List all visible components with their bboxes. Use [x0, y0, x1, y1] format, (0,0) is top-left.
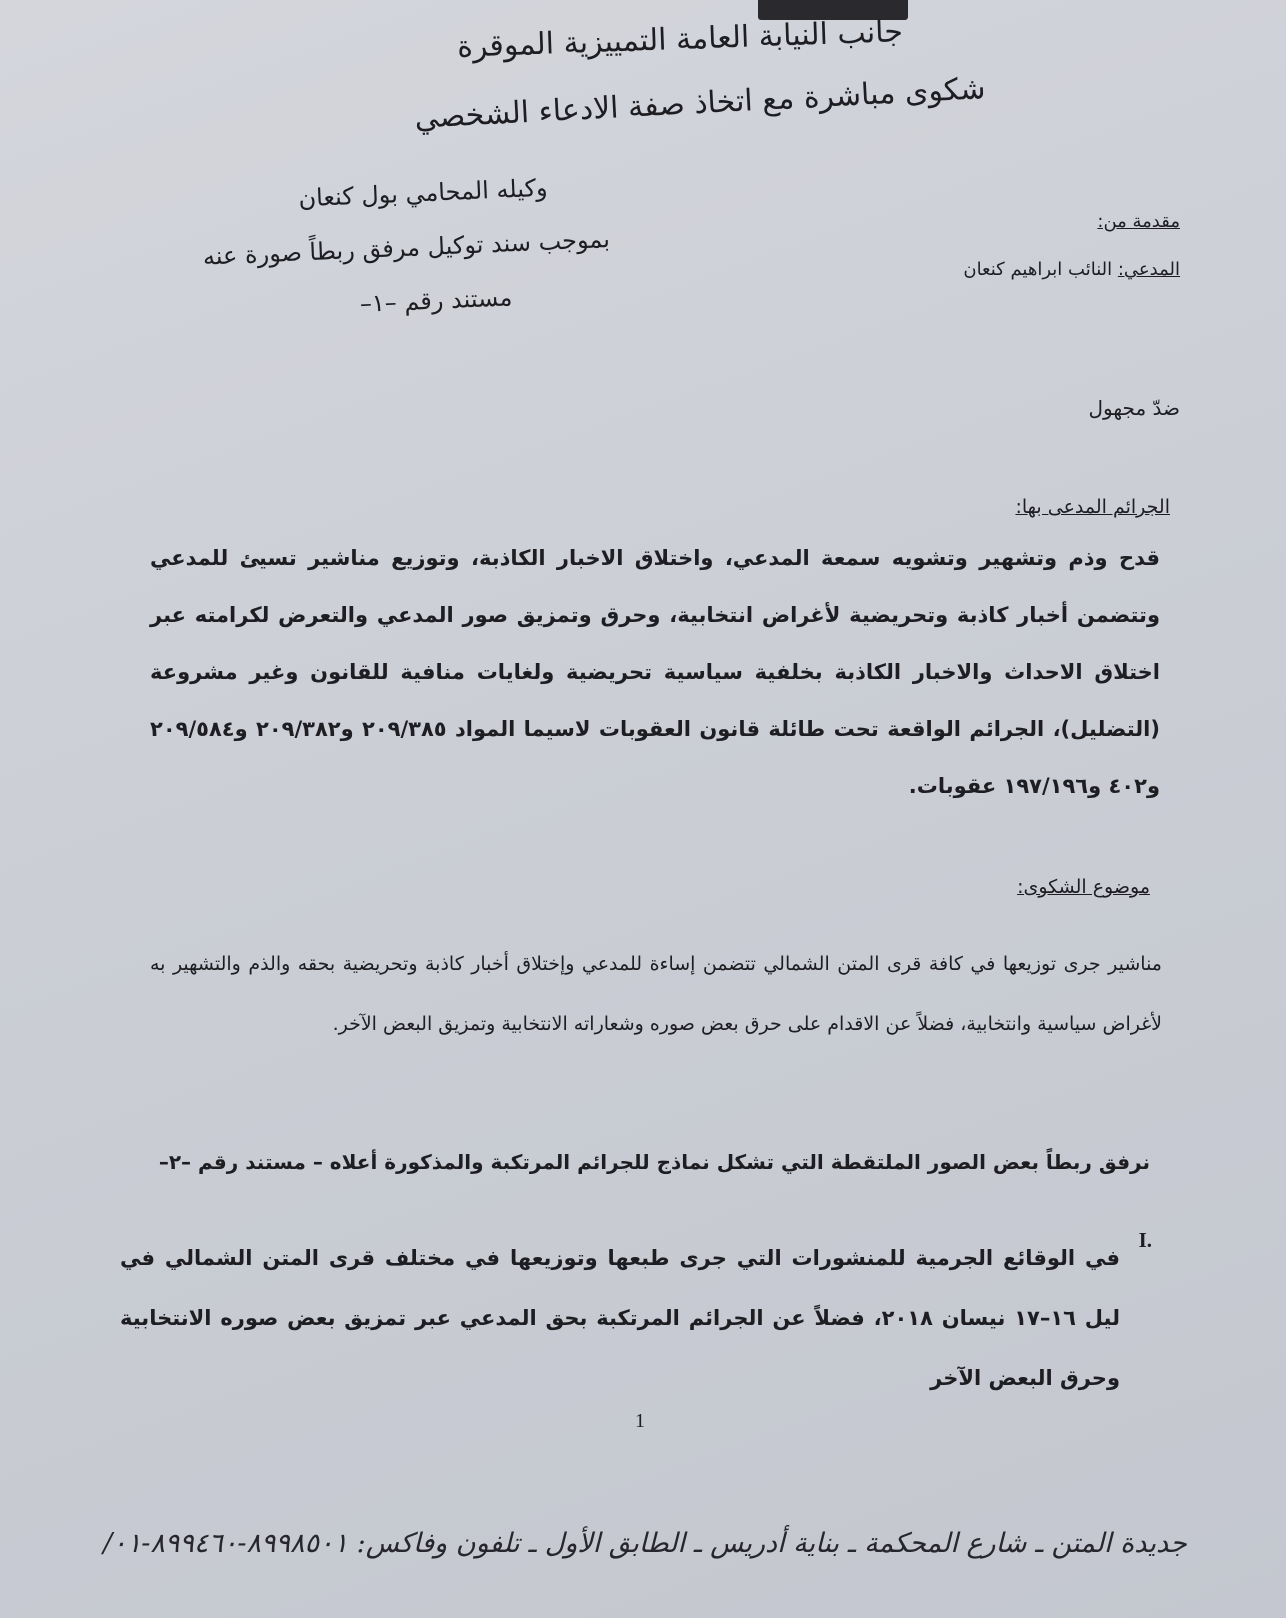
document-subtitle: شكوى مباشرة مع اتخاذ صفة الادعاء الشخصي: [413, 71, 987, 136]
agent-block: [147, 158, 614, 340]
subject-paragraph: مناشير جرى توزيعها في كافة قرى المتن الشمالي تتضمن إساءة للمدعي وإختلاق أخبار كاذبة وتحريضية بحقه والذم والتشهير به لأغراض سياسية وانتخابية، فضلاً عن الاقدام على حرق بعض صوره وشعاراته الانتخابية وتمزيق البعض الآخر.: [150, 953, 1162, 1035]
agent-line-2: بموجب سند توكيل مرفق ربطاً صورة عنه: [202, 224, 611, 271]
attachment-note: نرفق ربطاً بعض الصور الملتقطة التي تشكل نماذج للجرائم المرتكبة والمذكورة أعلاه – مستند رقم –٢–: [158, 1150, 1150, 1174]
crimes-paragraph: قدح وذم وتشهير وتشويه سمعة المدعي، واختلاق الاخبار الكاذبة، وتوزيع مناشير تسيئ للمدعي وتتضمن أخبار كاذبة وتحريضية لأغراض انتخابية، وحرق وتمزيق صور المدعي والتعرض لكرامته عبر اختلاق الاحداث والاخبار الكاذبة بخلفية سياسية تحريضية ولغايات منافية للقانون وغير مشروعة (التضليل)، الجرائم الواقعة تحت طائلة قانون العقوبات لاسيما المواد ٢٠٩/٣٨٥ و٢٠٩/٣٨٢ و٢٠٩/٥٨٤ و٤٠٢ و١٩٧/١٩٦ عقوبات.: [150, 546, 1160, 798]
list-number: I.: [1138, 1228, 1152, 1252]
against-line: ضدّ مجهول: [1088, 396, 1180, 420]
page-number: 1: [635, 1410, 645, 1432]
list-item: في الوقائع الجرمية للمنشورات التي جرى طبعها وتوزيعها في مختلف قرى المتن الشمالي في ليل ١٦–١٧ نيسان ٢٠١٨، فضلاً عن الجرائم المرتكبة بحق المدعي عبر تمزيق بعض صوره الانتخابية وحرق البعض الآخر: [120, 1246, 1120, 1390]
document-title: جانب النيابة العامة التمييزية الموقرة: [456, 14, 904, 65]
crimes-heading: الجرائم المدعى بها:: [1015, 496, 1170, 518]
filer-block: [860, 198, 1180, 294]
filed-by-label: مقدمة من:: [1097, 211, 1180, 232]
agent-line-1: وكيله المحامي بول كنعان: [297, 173, 549, 213]
claimant-label: المدعي:: [1117, 259, 1180, 280]
footer-address: جديدة المتن ـ شارع المحكمة ـ بناية أدريس ـ الطابق الأول ـ تلفون وفاكس: ٨٩٩٨٥٠١-٨٩٩٤٦٠-٠١/: [103, 1528, 1187, 1559]
claimant-name: النائب ابراهيم كنعان: [963, 259, 1113, 280]
agent-line-3: مستند رقم –١–: [359, 283, 513, 318]
subject-heading: موضوع الشكوى:: [1017, 876, 1150, 898]
